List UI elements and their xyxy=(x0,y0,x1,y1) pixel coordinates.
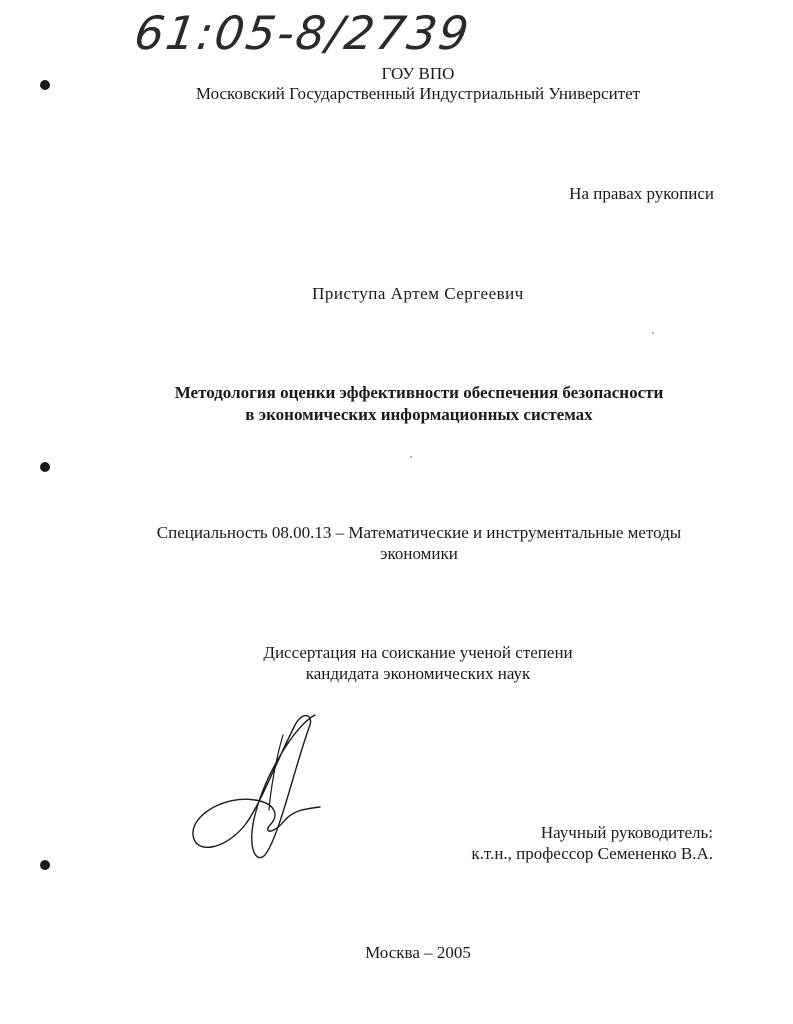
degree-line2: кандидата экономических наук xyxy=(305,664,531,683)
specialty-line1: Специальность 08.00.13 – Математические и инструментальные методы xyxy=(156,523,682,542)
dissertation-title-line1: Методология оценки эффективности обеспечения безопасности xyxy=(174,383,664,402)
advisor-name: к.т.н., профессор Семененко В.А. xyxy=(471,844,713,863)
advisor-label: Научный руководитель: xyxy=(540,823,713,842)
rights-note: На правах рукописи xyxy=(569,184,714,203)
signature-image xyxy=(185,705,335,875)
scan-speck xyxy=(652,332,654,334)
specialty-line2: экономики xyxy=(380,544,458,563)
university-name: Московский Государственный Индустриальный Университет xyxy=(195,84,641,103)
org-type: ГОУ ВПО xyxy=(381,64,455,83)
binder-hole-mark xyxy=(40,860,50,870)
scan-speck xyxy=(410,456,412,458)
handwritten-archive-number: 61:05-8/2739 xyxy=(131,6,474,60)
city-year: Москва – 2005 xyxy=(365,943,471,962)
degree-line1: Диссертация на соискание ученой степени xyxy=(263,643,573,662)
dissertation-title-line2: в экономических информационных системах xyxy=(245,405,593,424)
author-name: Приступа Артем Сергеевич xyxy=(312,284,524,303)
binder-hole-mark xyxy=(40,462,50,472)
